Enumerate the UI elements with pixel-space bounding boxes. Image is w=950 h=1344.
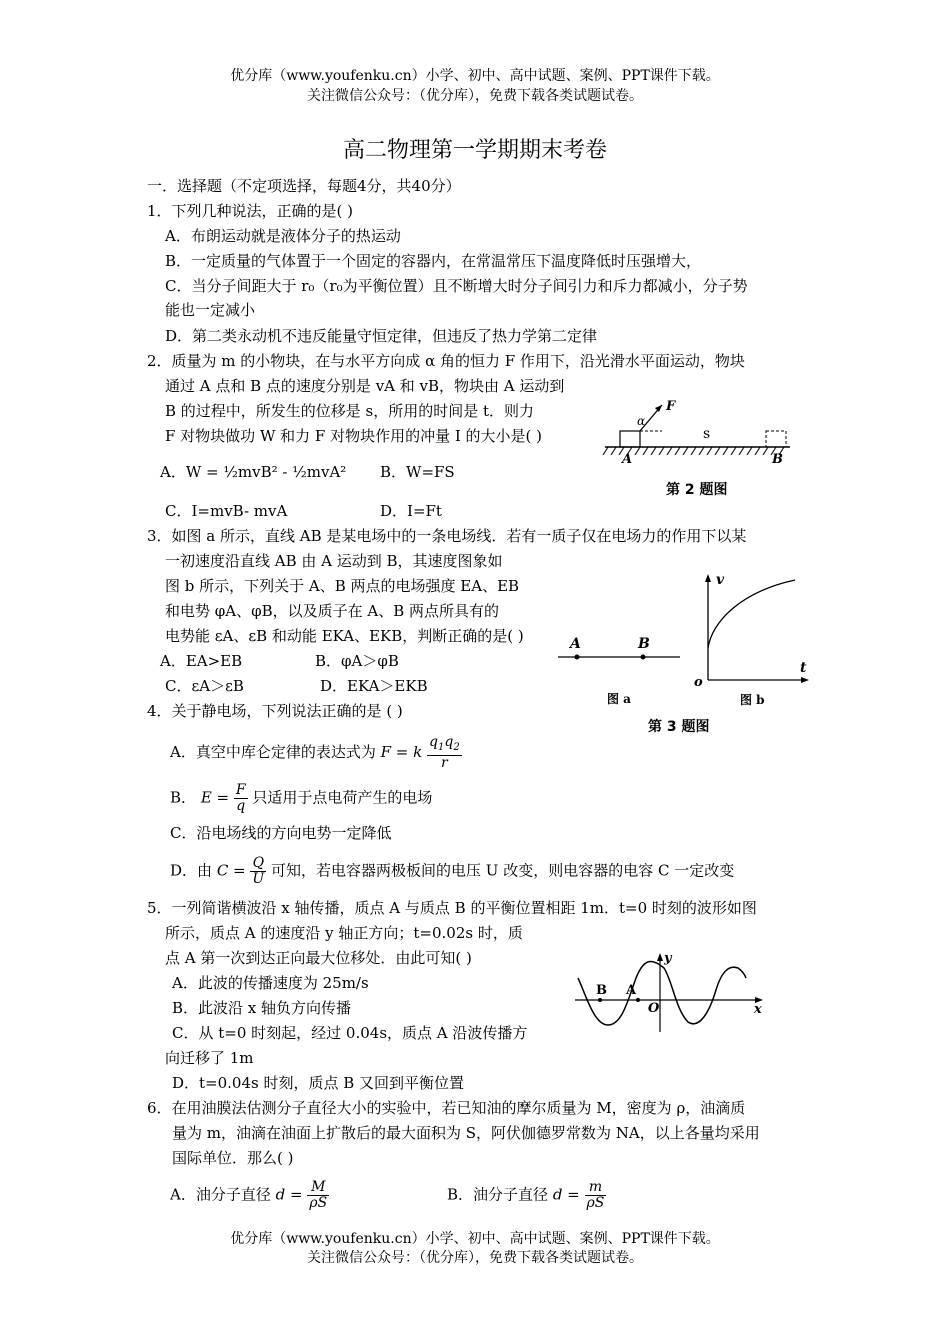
q4-option-b-text: 只适用于点电荷产生的电场 xyxy=(252,788,433,807)
q1-option-c-cont: 能也一定减小 xyxy=(165,301,256,319)
q4-option-a-text: A．真空中库仑定律的表达式为 xyxy=(170,742,376,761)
q3-label-o: o xyxy=(694,675,703,690)
q3-option-b: B．φA＞φB xyxy=(315,652,399,670)
q1-option-b: B．一定质量的气体置于一个固定的容器内，在常温常压下温度降低时压强增大， xyxy=(165,252,702,270)
q5-point-a xyxy=(636,998,640,1002)
q3-label-a: A xyxy=(570,636,581,652)
q5-line-1: 5．一列简谐横波沿 x 轴传播，质点 A 与质点 B 的平衡位置相距 1m．t=0 时刻的波形如图 xyxy=(147,899,757,917)
q6-option-a xyxy=(170,1180,329,1211)
q4-option-a-formula xyxy=(427,735,462,771)
header-line-2: 关注微信公众号：（优分库），免费下载各类试题试卷。 xyxy=(307,88,643,104)
q3-line-1: 3．如图 a 所示，直线 AB 是某电场中的一条电场线．若有一质子仅在电场力的作用下以某 xyxy=(147,527,747,545)
q3-option-c: C．εA＞εB xyxy=(165,677,244,695)
q4-option-b-denominator: q xyxy=(236,798,246,814)
q1-option-a: A．布朗运动就是液体分子的热运动 xyxy=(165,227,401,245)
footer-line-2: 关注微信公众号：（优分库），免费下载各类试题试卷。 xyxy=(307,1250,643,1266)
q4-option-b-formula-lhs: E = xyxy=(200,788,230,807)
q5-y-axis-arrowhead xyxy=(657,953,663,961)
q6-option-b-formula xyxy=(585,1180,607,1211)
q5-label-x: x xyxy=(754,1002,762,1017)
page-title: 高二物理第一学期期末考卷 xyxy=(342,138,607,163)
q4-option-a xyxy=(170,735,462,771)
q3-velocity-curve xyxy=(708,580,795,648)
q3-figure-a-label: 图 a xyxy=(607,692,631,706)
q2-label-f: F xyxy=(666,399,676,414)
q6-option-a-formula xyxy=(307,1180,329,1211)
q5-label-b: B xyxy=(596,983,607,998)
q2-line-2: 通过 A 点和 B 点的速度分别是 vA 和 vB，物块由 A 运动到 xyxy=(165,377,565,395)
q2-block-at-b xyxy=(766,431,786,447)
q5-option-a: A．此波的传播速度为 25m/s xyxy=(172,974,369,992)
q4-option-d-prefix: D．由 xyxy=(170,861,213,880)
q2-line-1: 2．质量为 m 的小物块，在与水平方向成 α 角的恒力 F 作用下，沿光滑水平面运动，物块 xyxy=(147,352,745,370)
q1-stem: 1．下列几种说法，正确的是( ) xyxy=(147,202,354,220)
q3-line-4: 和电势 φA、φB，以及质子在 A、B 两点所具有的 xyxy=(165,602,500,620)
q3-point-a xyxy=(575,655,580,660)
q4-option-c: C．沿电场线的方向电势一定降低 xyxy=(170,824,392,842)
q6-option-b-denominator: ρS xyxy=(586,1195,605,1211)
q4-option-b-letter: B． xyxy=(170,788,197,807)
q3-line-2: 一初速度沿直线 AB 由 A 运动到 B，其速度图象如 xyxy=(165,552,503,570)
q2-block-at-a xyxy=(620,431,640,447)
q3-option-d: D．EKA＞EKB xyxy=(320,677,428,695)
q6-line-2: 量为 m，油滴在油面上扩散后的最大面积为 S，阿伏伽德罗常数为 NA，以上各量均采用 xyxy=(172,1124,760,1142)
q6-line-1: 6．在用油膜法估测分子直径大小的实验中，若已知油的摩尔质量为 M，密度为 ρ，油滴质 xyxy=(147,1099,746,1117)
header-line-1: 优分库（www.youfenku.cn）小学、初中、高中试题、案例、PPT课件下载。 xyxy=(230,68,720,84)
q5-option-b: B．此波沿 x 轴负方向传播 xyxy=(172,999,352,1017)
q6-option-b xyxy=(447,1180,606,1211)
q5-option-d: D．t=0.04s 时刻，质点 B 又回到平衡位置 xyxy=(172,1074,465,1092)
q3-label-t: t xyxy=(800,660,807,676)
q3-option-a: A．EA>EB xyxy=(160,652,243,670)
q5-point-b xyxy=(598,998,602,1002)
q4-option-d-text: 可知，若电容器两极板间的电压 U 改变，则电容器的电容 C 一定改变 xyxy=(271,861,735,880)
q4-option-a-denominator: r xyxy=(441,754,448,771)
q3-line-3: 图 b 所示，下列关于 A、B 两点的电场强度 EA、EB xyxy=(165,577,520,595)
q4-option-a-numerator: $q_1q_2$ xyxy=(427,735,462,756)
q5-label-a: A xyxy=(626,983,637,998)
q1-option-d: D．第二类永动机不违反能量守恒定律，但违反了热力学第二定律 xyxy=(165,327,598,345)
q3-figure-caption: 第 3 题图 xyxy=(648,719,710,735)
q6-line-3: 国际单位．那么( ) xyxy=(172,1149,294,1167)
q4-option-d-numerator: Q xyxy=(250,856,266,872)
q4-option-b-numerator: F xyxy=(235,782,246,798)
q5-label-y: y xyxy=(664,951,672,966)
q2-option-a: A．W = ½mvB² - ½mvA² xyxy=(160,463,347,481)
q3-line-5: 电势能 εA、εB 和动能 EKA、EKB，判断正确的是( ) xyxy=(165,627,524,645)
q2-option-b: B．W=FS xyxy=(380,463,455,481)
q6-option-a-numerator: M xyxy=(307,1180,329,1196)
q5-option-c-cont: 向迁移了 1m xyxy=(165,1049,254,1067)
q3-t-axis-arrowhead xyxy=(801,677,809,683)
q3-figure-b xyxy=(690,570,815,710)
q6-option-a-formula-lhs: d = xyxy=(275,1185,303,1204)
q3-point-b xyxy=(641,655,646,660)
q6-option-b-numerator: m xyxy=(585,1180,607,1196)
q2-force-arrowhead xyxy=(655,405,662,412)
q3-figure-b-label: 图 b xyxy=(740,693,765,707)
q5-figure xyxy=(570,950,770,1035)
q2-line-3: B 的过程中，所发生的位移是 s，所用的时间是 t．则力 xyxy=(165,402,535,420)
q4-option-d xyxy=(170,856,734,887)
section-heading: 一．选择题（不定项选择，每题4分，共40分） xyxy=(147,177,461,195)
q6-option-a-denominator: ρS xyxy=(309,1195,328,1211)
q1-option-c: C．当分子间距大于 r₀（r₀为平衡位置）且不断增大时分子间引力和斥力都减小，分子势 xyxy=(165,277,748,295)
q5-line-2: 所示，质点 A 的速度沿 y 轴正方向；t=0.02s 时，质 xyxy=(165,924,523,942)
q2-figure xyxy=(600,395,800,470)
q4-option-b-formula xyxy=(234,783,248,814)
q5-label-o: O xyxy=(648,1001,660,1016)
q2-label-alpha: α xyxy=(637,414,646,428)
q2-line-4: F 对物块做功 W 和力 F 对物块作用的冲量 I 的大小是( ) xyxy=(165,427,543,445)
q3-label-b: B xyxy=(638,636,650,652)
q2-label-b: B xyxy=(772,452,783,467)
q3-label-v: v xyxy=(716,572,725,588)
q4-option-d-denominator: U xyxy=(252,871,265,887)
q4-option-b xyxy=(170,783,432,814)
q6-option-b-formula-lhs: d = xyxy=(552,1185,580,1204)
q4-option-a-formula-lhs: F = k xyxy=(380,742,423,761)
q5-line-3: 点 A 第一次到达正向最大位移处．由此可知( ) xyxy=(165,949,472,967)
q3-v-axis-arrowhead xyxy=(705,574,711,582)
q4-option-d-formula xyxy=(250,856,266,887)
q5-option-c: C．从 t=0 时刻起，经过 0.04s，质点 A 沿波传播方 xyxy=(172,1024,528,1042)
q2-figure-caption: 第 2 题图 xyxy=(666,482,728,498)
q2-option-c: C．I=mvB- mvA xyxy=(165,502,288,520)
q2-label-s: s xyxy=(703,426,711,442)
q4-stem: 4．关于静电场，下列说法正确的是 ( ) xyxy=(147,702,403,720)
q6-option-b-text: B．油分子直径 xyxy=(447,1185,549,1204)
footer-line-1: 优分库（www.youfenku.cn）小学、初中、高中试题、案例、PPT课件下载。 xyxy=(230,1231,720,1247)
q2-option-d: D．I=Ft xyxy=(380,502,442,520)
q6-option-a-text: A．油分子直径 xyxy=(170,1185,271,1204)
q3-figure-a xyxy=(555,630,685,710)
q2-label-a: A xyxy=(622,452,633,467)
q4-option-d-formula-lhs: C = xyxy=(216,861,246,880)
